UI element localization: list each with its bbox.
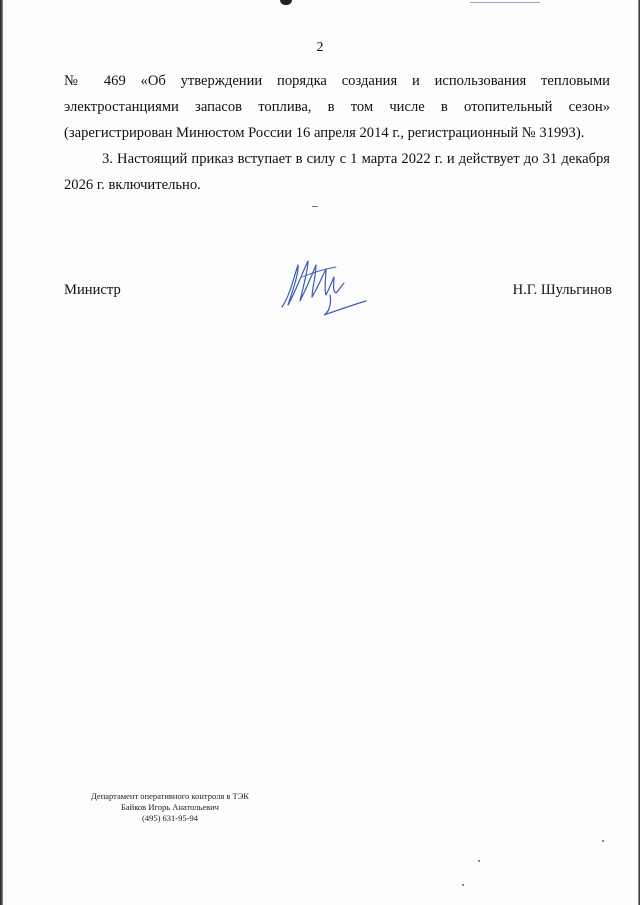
footer-phone: (495) 631-95-94	[142, 813, 198, 823]
handwritten-signature	[272, 255, 372, 317]
footer-department: Департамент оперативного контроля в ТЭК	[91, 791, 249, 801]
paragraph-1: № 469 «Об утверждении порядка создания и использования тепловыми электростанциями запасов топлива, в том числе в отопительный сезон» (зарегистрирован Минюстом России 16 апреля 2014 г., регистрационный № 31993).	[64, 73, 610, 141]
footer-person: Байков Игорь Анатольевич	[121, 802, 219, 812]
body-text	[64, 68, 610, 198]
scan-speck	[478, 860, 480, 862]
scan-edge-left	[0, 0, 3, 905]
signatory-name: Н.Г. Шульгинов	[512, 282, 612, 298]
page-number: 2	[316, 40, 324, 55]
scan-mark	[470, 2, 540, 3]
scan-speck	[602, 840, 604, 842]
scan-speck	[462, 884, 464, 886]
signatory-role: Министр	[64, 282, 121, 298]
scan-mark	[312, 206, 318, 207]
scan-mark	[280, 0, 292, 5]
executor-footer	[80, 791, 260, 824]
paragraph-2: 3. Настоящий приказ вступает в силу с 1 марта 2022 г. и действует до 31 декабря 2026 г. включительно.	[64, 151, 610, 193]
